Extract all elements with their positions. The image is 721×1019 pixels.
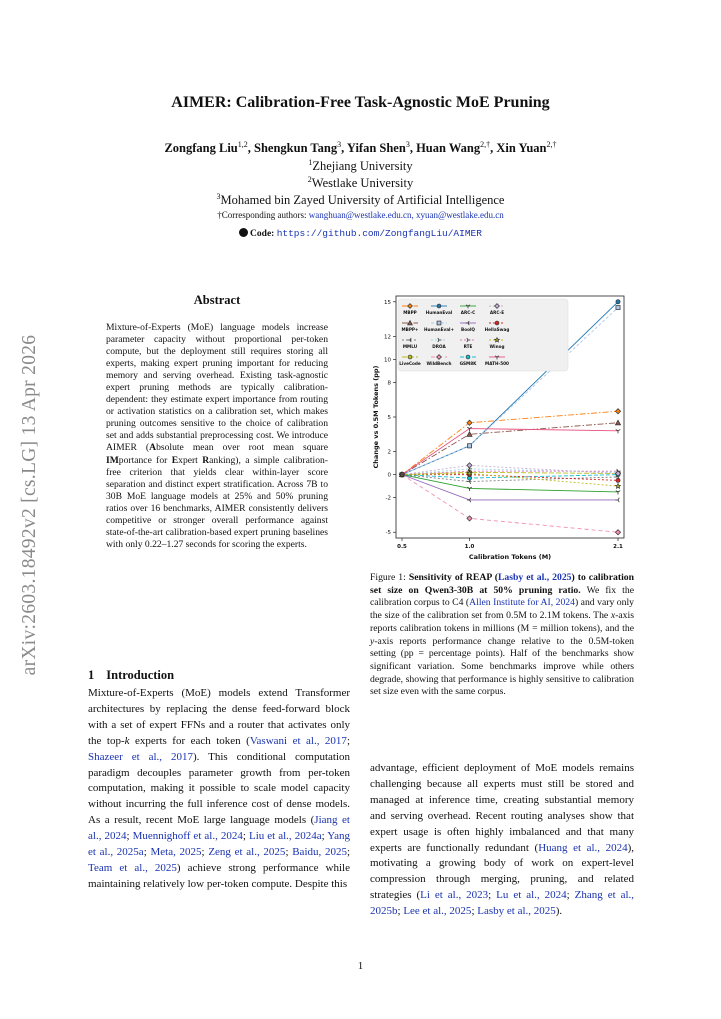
y-tick-label: 0 (387, 472, 391, 479)
legend-label: HellaSwag (484, 327, 510, 332)
arxiv-stamp (2, 290, 58, 720)
citation-link[interactable]: Meta, 2025 (150, 846, 202, 859)
data-point (467, 516, 472, 521)
y-tick-label: -5 (385, 530, 391, 537)
page-number: 1 (357, 960, 364, 972)
text-run: ), motivating a growing body of work on expert-level compression through merging, pruning, and related strategies ( (370, 841, 635, 902)
legend-label: ARC-C (460, 310, 476, 315)
text-run: ; (285, 846, 293, 859)
abstract-body (106, 322, 328, 551)
author-name: Xin Yuan (496, 141, 547, 156)
x-axis-label: Calibration Tokens (M) (468, 553, 552, 561)
text-run: Mixture-of-Experts (MoE) models extend Transformer architectures by replacing the dense feed-forward block with a set of expert FFNs and a router that activates only the top- (88, 687, 350, 747)
text-run: ; (321, 830, 328, 843)
text-run: k (124, 734, 130, 747)
text-run: Figure 1: (370, 572, 409, 583)
legend-label: MMLU (402, 344, 418, 349)
series-line (402, 411, 618, 474)
citation-link[interactable]: Zhang et al., 2025b (370, 889, 635, 918)
figure-1-caption (370, 572, 634, 699)
legend-box (398, 299, 568, 371)
text-run: R (202, 454, 210, 466)
author-separator: , (341, 141, 347, 156)
text-run: -axis reports calibration tokens in millions (M = million tokens), and the (370, 610, 634, 634)
data-point (495, 321, 499, 325)
citation-link[interactable]: Li et al., 2023 (420, 889, 489, 902)
data-point (467, 487, 472, 491)
text-run: ). This conditional computation paradigm decouples parameter growth from per-token computation, making it possible to scale model capacity without incurring the full inference cost of dense models. As a result, recent MoE large language models ( (88, 750, 350, 827)
legend-entry (460, 355, 478, 366)
y-tick-label: 10 (384, 357, 391, 364)
y-axis-label: Change vs 0.5M Tokens (pp) (372, 365, 380, 469)
affiliation-3: $^3$Mohamed bin Zayed University of Artificial Intelligence (216, 192, 505, 208)
series-boolq (399, 472, 619, 502)
text-run: ; (488, 889, 497, 902)
author-separator: , (409, 141, 417, 156)
citation-link[interactable]: Team et al., 2025 (88, 861, 177, 874)
affiliation-2: $^2$Westlake University (307, 175, 414, 191)
affiliation-1: $^1$Zhejiang University (308, 158, 413, 174)
text-run: ; (346, 734, 350, 747)
legend-label: MBPP (403, 310, 417, 315)
y-tick-label: -2 (385, 495, 391, 502)
data-point (616, 430, 621, 434)
right-column-paragraph (370, 761, 634, 920)
citation-link[interactable]: Lee et al., 2025 (403, 905, 472, 918)
text-run: A (149, 442, 157, 454)
series-mbpp- (399, 420, 620, 477)
y-tick-label: 5 (387, 415, 391, 421)
text-run: ; (397, 905, 404, 918)
data-point (616, 305, 620, 309)
data-point (615, 530, 620, 535)
legend-entry (460, 321, 476, 332)
series-mbpp (399, 409, 620, 478)
section-heading: 1 Introduction (88, 668, 175, 682)
legend-entry (399, 355, 421, 366)
citation-link[interactable]: Lasby et al., 2025 (497, 572, 572, 583)
text-run: ; (126, 830, 133, 843)
series-droa (401, 467, 621, 477)
abstract-heading: Abstract (193, 293, 241, 307)
data-point (408, 355, 412, 359)
citation-link[interactable]: Huang et al., 2024 (538, 841, 628, 854)
citation-link[interactable]: Muennighoff et al., 2024 (132, 830, 243, 843)
data-point (616, 300, 620, 304)
paper-title: AIMER: Calibration-Free Task-Agnostic MoE Pruning (171, 94, 550, 111)
series-wildbench (399, 472, 620, 535)
author-affil-mark: 3 (337, 140, 342, 149)
citation-link[interactable]: Liu et al., 2024a (248, 830, 322, 843)
author-affil-mark: 1,2 (237, 140, 248, 149)
author-list (0, 140, 721, 156)
text-run: portance for (118, 454, 172, 466)
text-run: Mixture-of-Experts (MoE) language models increase parameter capacity without proportional per-token compute, but the deployment still requires storing all experts, making expert pruning important for reducing memory and serving overhead. Existing task-agnostic expert pruning methods are typically calibration-dependent: they estimate expert importance from routing or activation statistics on a calibration set, which makes pruning outcomes sensitive to the choice of calibration set and adds substantial preprocessing cost. We introduce AIMER ( (106, 322, 328, 454)
legend-entry (460, 305, 476, 315)
data-point (467, 463, 472, 468)
x-tick-label: 0.5 (397, 544, 407, 550)
citation-link[interactable]: Allen Institute for AI, 2024 (469, 597, 575, 609)
text-run: y (370, 635, 375, 647)
y-tick-label: 8 (387, 380, 391, 387)
text-run: -axis reports performance change relative to the 0.5M-token setting (pp = percentage points). Half of the benchmarks show significant variation. Some benchmarks improve while others degrade, showing that performance is highly sensitive to calibration set size even with the same corpus. (370, 635, 634, 698)
figure-1-chart (368, 290, 638, 562)
author-name: Shengkun Tang (254, 141, 338, 156)
text-run: ; (143, 846, 151, 859)
text-run: Sensitivity of REAP ( (408, 572, 498, 583)
legend-label: WildBench (426, 361, 452, 366)
legend-label: HumanEval (425, 310, 453, 315)
x-tick-label: 2.1 (613, 544, 623, 550)
text-run: ) to calibration set size on Qwen3-30B at 50% pruning ratio. (370, 572, 634, 596)
legend-label: LiveCode (399, 361, 421, 366)
text-run: anking), a simple calibration-free criterion that yields clear within-layer score separation and distinct expert stratification. Across 7B to 30B MoE language models at 25% and 50% pruning ratios over 16 benchmarks, AIMER consistently delivers competitive or stronger overall performance against state-of-the-art calibration-based expert pruning baselines with only 0.22–1.27 seconds for scoring the experts. (106, 454, 328, 550)
legend-label: BoolQ (461, 327, 475, 332)
data-point (616, 484, 621, 489)
legend-label: GSM8K (459, 361, 477, 366)
legend-label: ARC-E (489, 310, 505, 315)
code-link-line: Code: https://github.com/ZongfangLiu/AIMER (0, 228, 721, 239)
text-run: IM (106, 454, 119, 466)
text-run: ) and vary only the size of the calibration set from 0.5M to 2.1M tokens. The (370, 597, 634, 622)
legend-label: HumanEval+ (423, 327, 455, 332)
text-run: experts for each token ( (129, 734, 250, 747)
data-point (467, 432, 472, 437)
text-run: ). (555, 905, 563, 918)
data-point (616, 478, 620, 482)
data-point (616, 491, 621, 495)
text-run: ) achieve strong performance while maintaining relatively low per-token compute. Despite this (88, 861, 350, 890)
data-point (615, 409, 620, 414)
text-run: bsolute mean over root mean square (156, 442, 328, 454)
data-point (466, 355, 470, 359)
text-run: ; (566, 889, 575, 902)
data-point (615, 498, 619, 503)
citation-link[interactable]: Lu et al., 2024 (496, 889, 567, 902)
data-point (467, 444, 471, 448)
citation-link[interactable]: Jiang et al., 2024 (88, 814, 350, 843)
author-name: Yifan Shen (346, 141, 406, 156)
legend-label: RTE (463, 344, 473, 349)
text-run: ; (242, 830, 249, 843)
citation-link[interactable]: Baidu, 2025 (292, 846, 347, 859)
citation-link[interactable]: Yang et al., 2025a (88, 830, 351, 859)
text-run: advantage, efficient deployment of MoE models remains challenging because all experts must still be stored and managed at inference time, creating substantial memory and serving overhead. Recent routing analyses show that expert usage is often highly imbalanced and that many experts are functionally redundant ( (370, 762, 634, 854)
author-affil-mark: 2,† (546, 140, 557, 149)
text-run: ; (471, 905, 478, 918)
text-run: x (610, 610, 616, 622)
author-separator: , (247, 141, 255, 156)
legend-label: MATH-500 (485, 361, 509, 366)
code-url-link[interactable]: https://github.com/ZongfangLiu/AIMER (276, 228, 482, 239)
text-run: E (171, 454, 179, 466)
legend-label: DROA (432, 344, 446, 349)
data-point (615, 420, 620, 425)
intro-paragraph (88, 686, 350, 893)
author-separator: , (490, 141, 497, 156)
data-point (437, 321, 441, 325)
author-name: Huan Wang (416, 141, 481, 156)
author-name: Zongfang Liu (164, 141, 238, 156)
text-run: We fix the calibration corpus to C4 ( (370, 584, 634, 609)
author-affil-mark: 3 (405, 140, 410, 149)
author-affil-mark: 2,† (480, 140, 491, 149)
legend-label: Winog (489, 344, 505, 349)
text-run: ; (201, 846, 209, 859)
y-tick-label: 2 (387, 449, 391, 456)
series-mmlu (399, 472, 619, 483)
email-links[interactable]: wanghuan@westlake.edu.cn, xyuan@westlake.edu.cn (308, 210, 504, 220)
y-tick-label: 12 (384, 334, 391, 341)
github-icon (239, 228, 248, 237)
text-run: xpert (178, 454, 203, 466)
y-tick-label: 15 (384, 299, 391, 306)
x-tick-label: 1.0 (464, 544, 475, 550)
citation-link[interactable]: Zeng et al., 2025 (208, 846, 286, 859)
data-point (437, 304, 441, 308)
text-run: ; (346, 846, 351, 859)
citation-link[interactable]: Vaswani et al., 2017 (249, 734, 347, 747)
legend-label: MBPP+ (401, 327, 419, 332)
citation-link[interactable]: Lasby et al., 2025 (477, 905, 556, 918)
citation-link[interactable]: Shazeer et al., 2017 (88, 750, 193, 763)
corresponding-authors: †Corresponding authors: wanghuan@westlake.edu.cn, xyuan@westlake.edu.cn (217, 210, 504, 220)
arxiv-stamp-text: arXiv:2603.18492v2 [cs.LG] 13 Apr 2026 (19, 334, 40, 676)
